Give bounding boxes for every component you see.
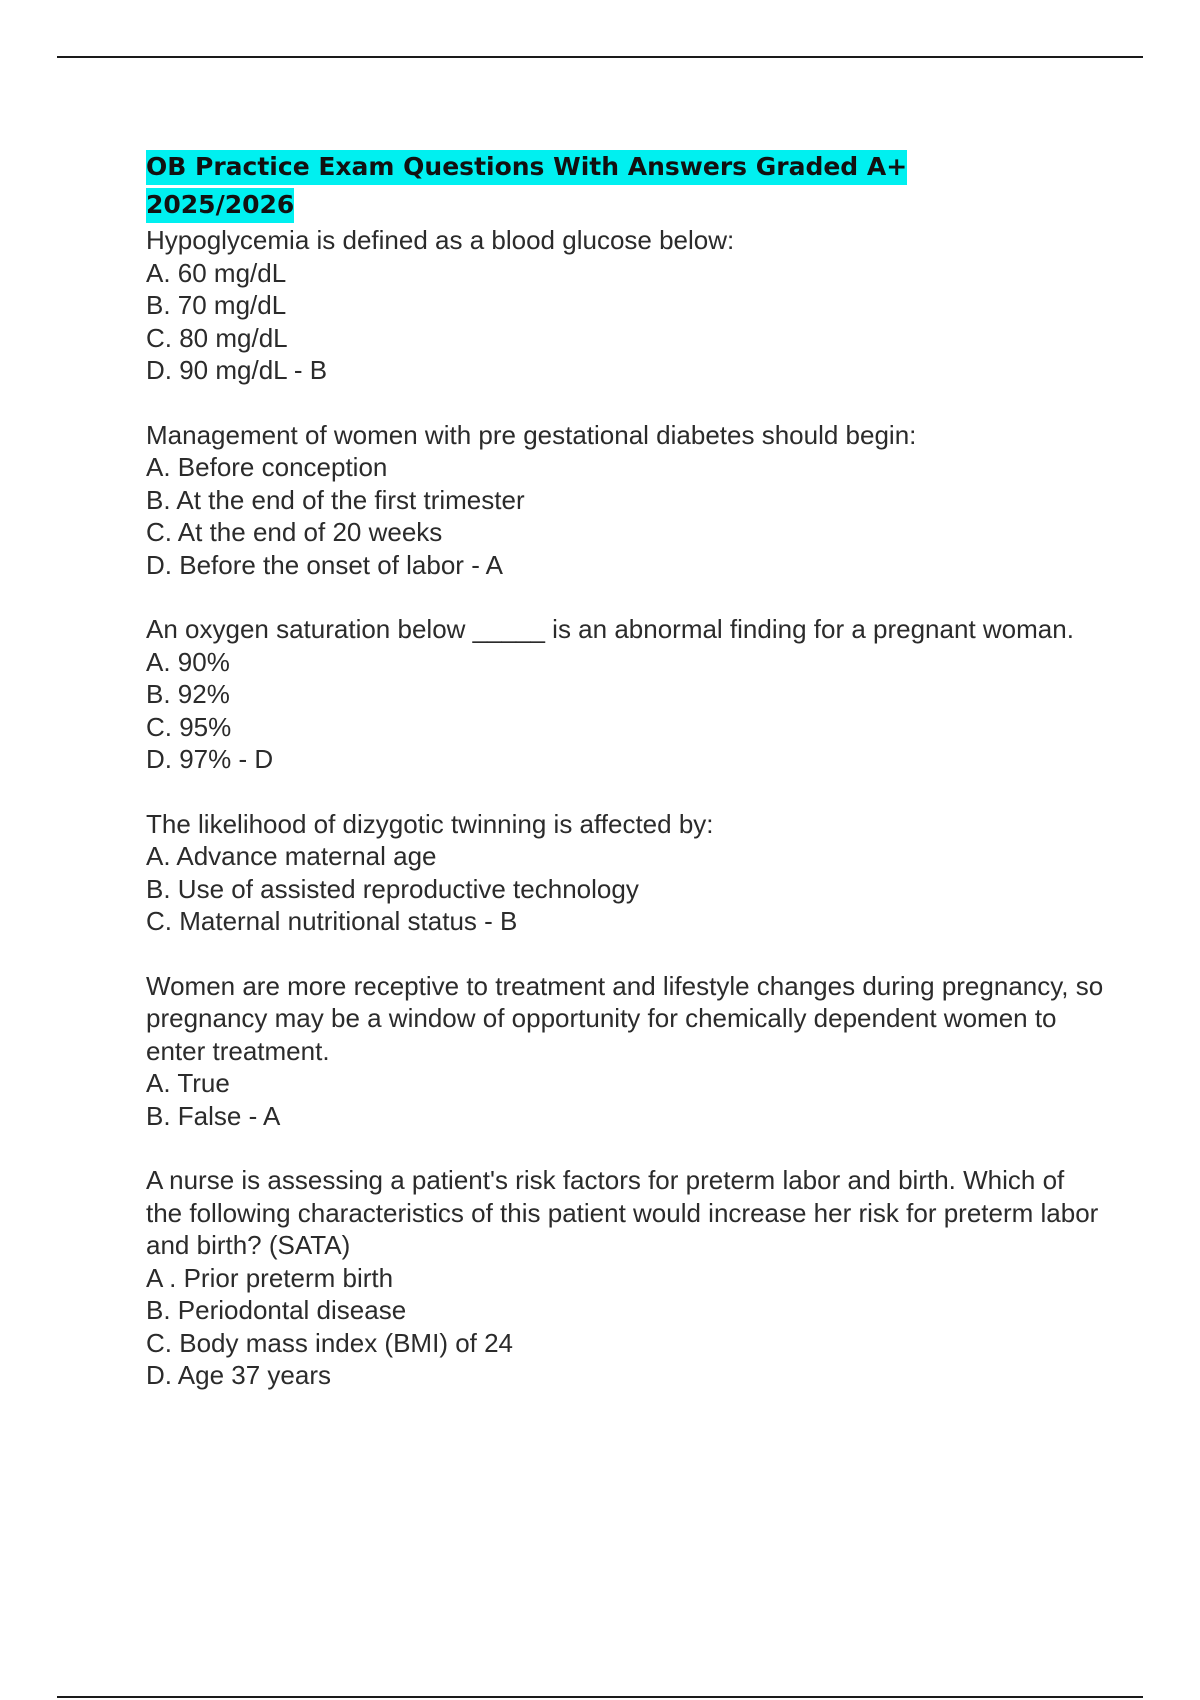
- question-text: The likelihood of dizygotic twinning is affected by:: [146, 808, 714, 839]
- answer-option: A. Before conception: [146, 452, 388, 482]
- question-text: Hypoglycemia is defined as a blood glucose below:: [146, 225, 735, 255]
- question-2: [146, 419, 1106, 582]
- question-text: A nurse is assessing a patient's risk factors for preterm labor and birth. Which of the following characteristics of this patient would increase her risk for preterm labor and birth? (SATA): [146, 1165, 1106, 1260]
- answer-option: A. True: [146, 1068, 230, 1098]
- question-3: [146, 613, 1106, 776]
- document-body: [146, 148, 1111, 1392]
- answer-option: D. Age 37 years: [146, 1360, 331, 1390]
- answer-option: A . Prior preterm birth: [146, 1262, 394, 1293]
- question-text: Women are more receptive to treatment and lifestyle changes during pregnancy, so pregnancy may be a window of opportunity for chemically dependent women to enter treatment.: [146, 970, 1111, 1066]
- question-4: [146, 808, 1106, 938]
- answer-option: B. 92%: [146, 679, 230, 709]
- answer-option: D. 90 mg/dL - B: [146, 355, 328, 385]
- answer-option: C. Body mass index (BMI) of 24: [146, 1327, 514, 1358]
- answer-option: C. 95%: [146, 711, 232, 742]
- question-5: [146, 970, 1111, 1133]
- answer-option: B. 70 mg/dL: [146, 290, 287, 320]
- question-1: [146, 224, 1106, 387]
- answer-option: B. Periodontal disease: [146, 1295, 407, 1325]
- answer-option: C. At the end of 20 weeks: [146, 517, 443, 547]
- answer-option: D. Before the onset of labor - A: [146, 549, 503, 580]
- question-6: [146, 1164, 1106, 1392]
- question-text: An oxygen saturation below _____ is an abnormal finding for a pregnant woman.: [146, 614, 1074, 644]
- header-rule: [57, 56, 1143, 58]
- document-title: [146, 148, 1106, 224]
- answer-option: C. Maternal nutritional status - B: [146, 906, 518, 936]
- title-line-1: OB Practice Exam Questions With Answers Graded A+: [146, 150, 907, 185]
- answer-option: C. 80 mg/dL: [146, 322, 288, 353]
- answer-option: A. Advance maternal age: [146, 841, 437, 871]
- answer-option: A. 60 mg/dL: [146, 257, 287, 288]
- answer-option: B. At the end of the first trimester: [146, 484, 525, 515]
- answer-option: D. 97% - D: [146, 744, 274, 774]
- footer-rule: [57, 1696, 1143, 1698]
- answer-option: B. Use of assisted reproductive technology: [146, 873, 639, 904]
- answer-option: A. 90%: [146, 646, 230, 677]
- answer-option: B. False - A: [146, 1100, 281, 1131]
- question-text: Management of women with pre gestational diabetes should begin:: [146, 419, 917, 450]
- title-line-2: 2025/2026: [146, 188, 294, 223]
